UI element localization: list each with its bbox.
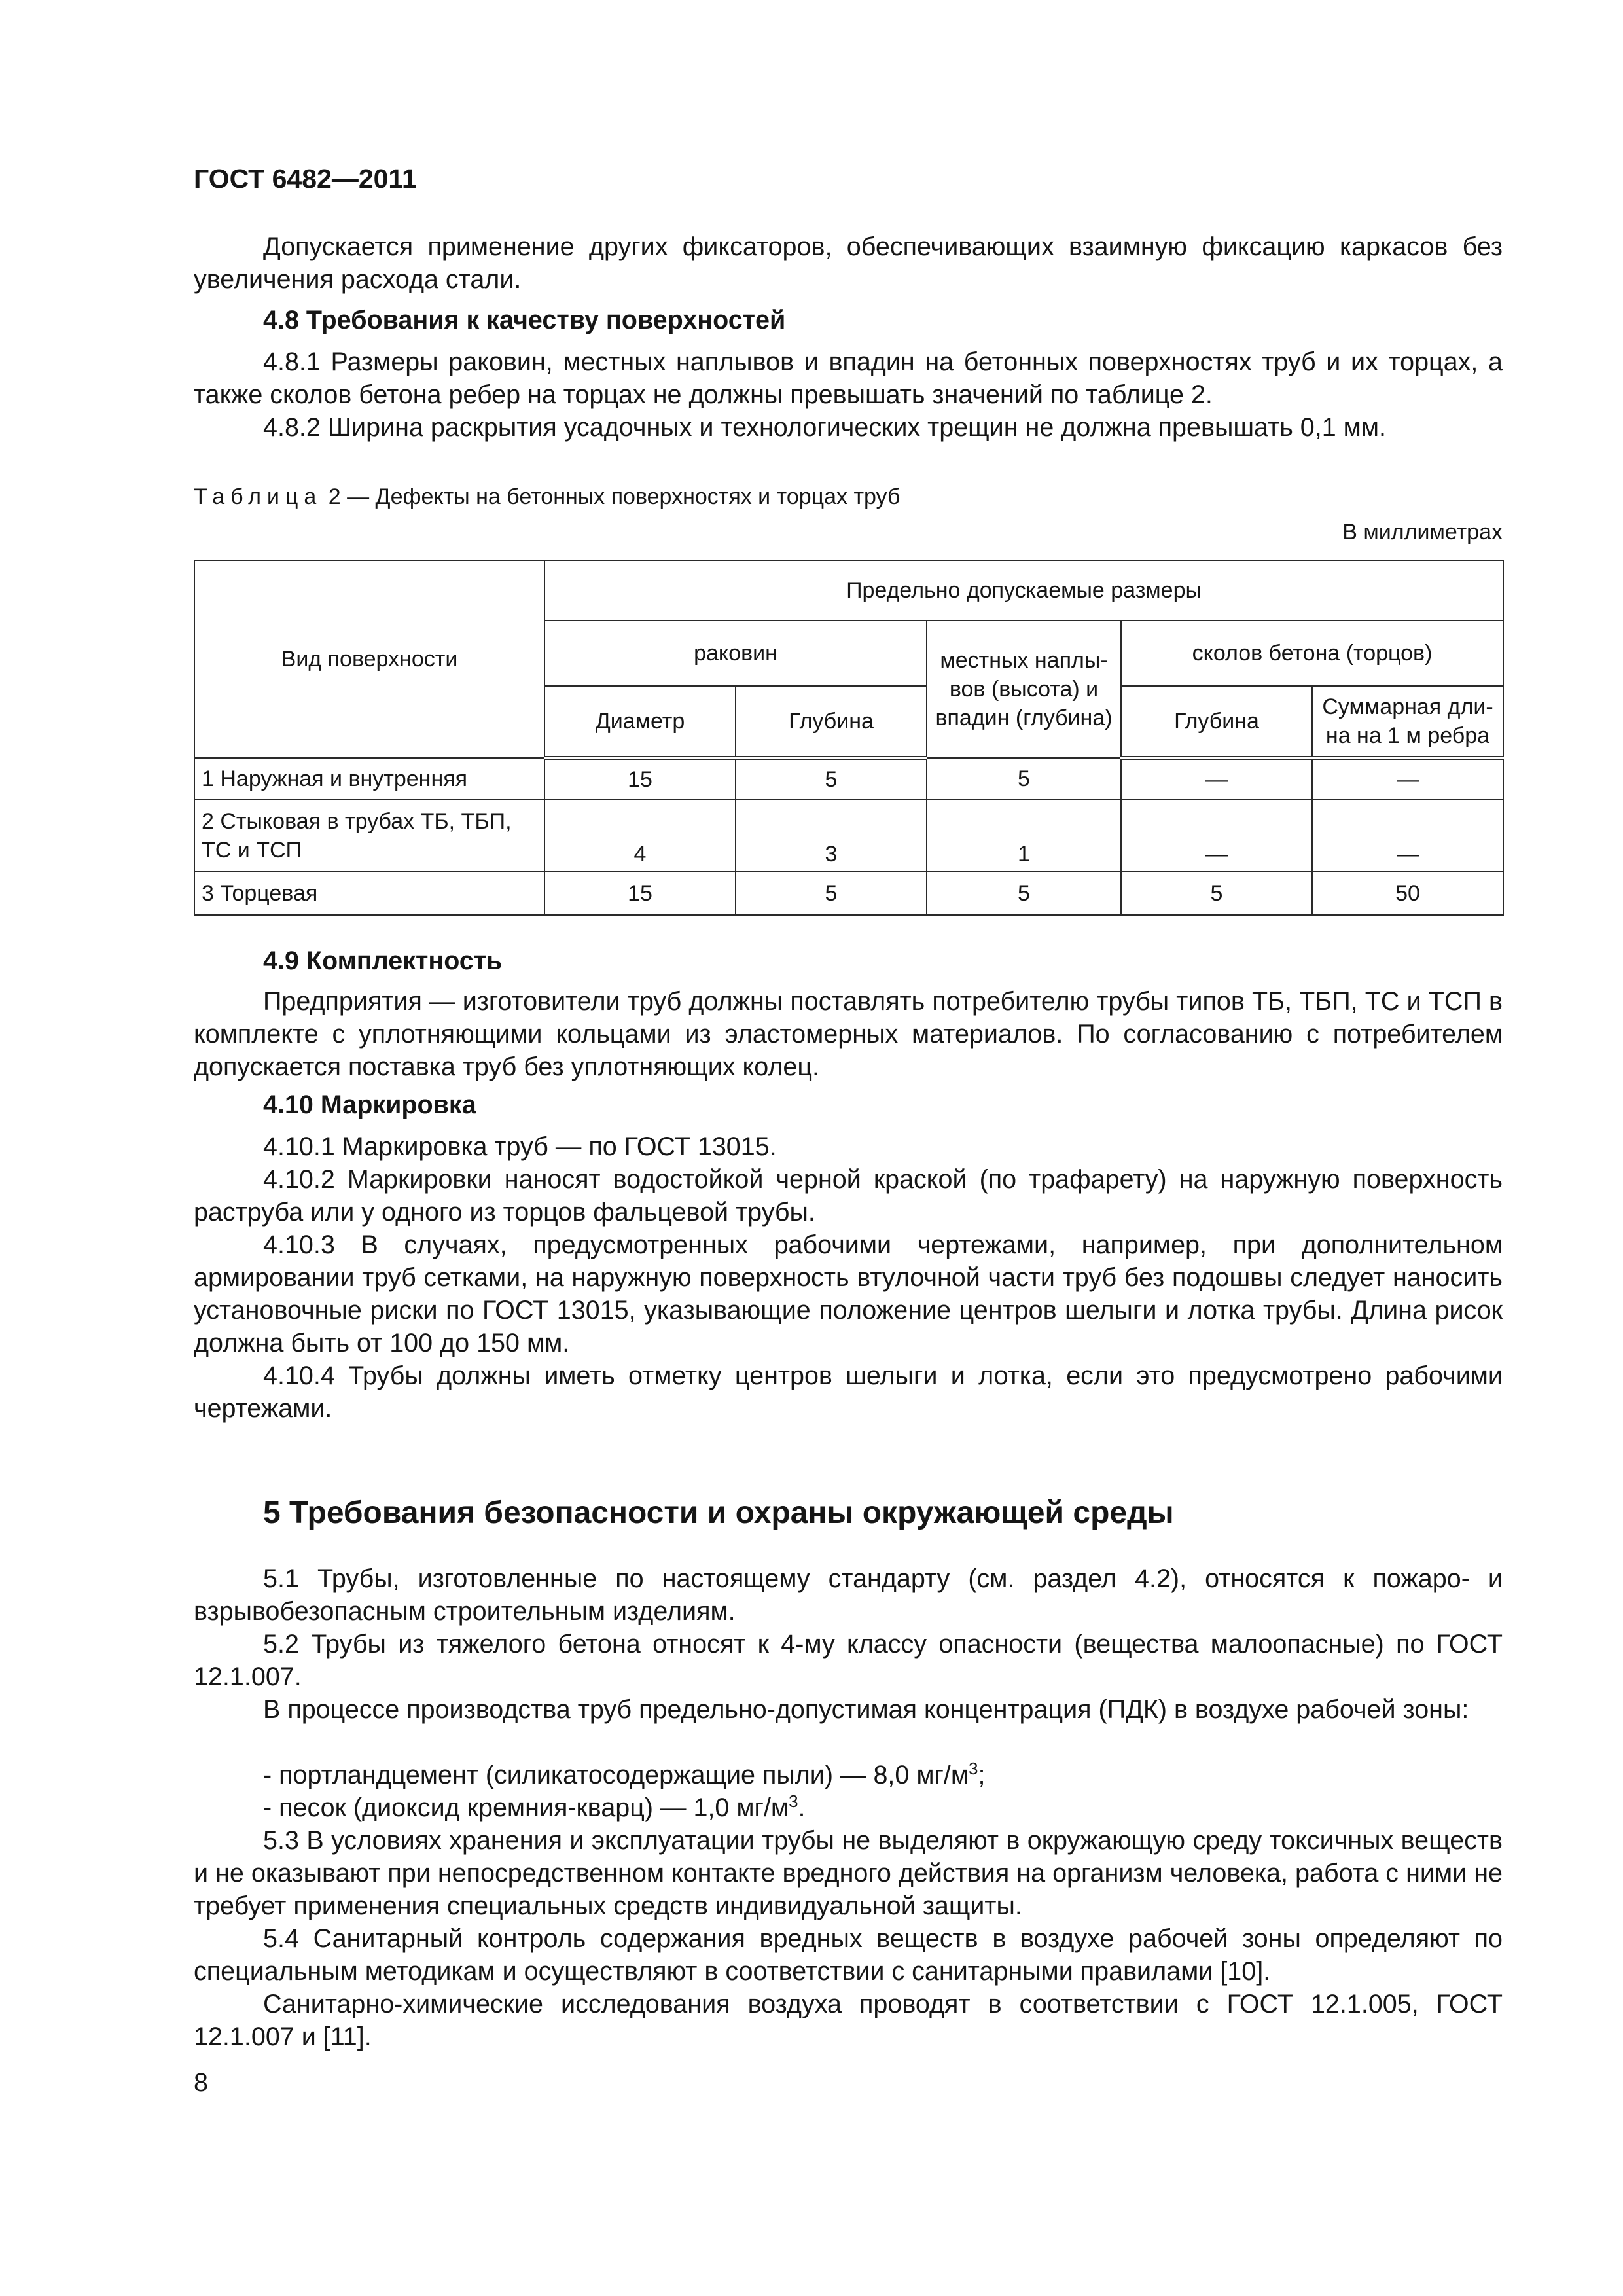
paragraph-4-8-1: 4.8.1 Размеры раковин, местных наплывов и впадин на бетонных поверхностях труб и их торцах, а также сколов бетона ребер на торцах не должны превышать значений по таблице 2. [194,348,1503,409]
section-4-9-heading: 4.9 Комплектность [263,946,503,975]
list-item-text: - портландцемент (силикатосодержащие пыли) — 8,0 мг/м [263,1761,969,1789]
superscript: 3 [789,1791,798,1811]
paragraph-4-10-2: 4.10.2 Маркировки наносят водостойкой черной краской (по трафарету) на наружную поверхность раструба или у одного из торцов фальцевой трубы. [194,1165,1503,1227]
table-row [194,872,1503,915]
row-1-diameter: 15 [544,758,736,800]
paragraph-5-4-research: Санитарно-химические исследования воздуха проводят в соответствии с ГОСТ 12.1.005, ГОСТ 12.1.007 и [11]. [194,1990,1503,2051]
intro-paragraph: Допускается применение других фиксаторов, обеспечивающих взаимную фиксацию каркасов без увеличения расхода стали. [194,232,1503,294]
row-1-total-length: — [1312,758,1503,800]
paragraph-4-9: Предприятия — изготовители труб должны поставлять потребителю трубы типов ТБ, ТБП, ТС и ТСП в комплекте с уплотняющими кольцами из эластомерных материалов. По согласованию с потребителем допускается поставка труб без уплотняющих колец. [194,987,1503,1081]
row-1-surface: 1 Наружная и внутренняя [194,758,544,800]
header-depth: Глубина [736,686,927,758]
row-3-diameter: 15 [544,872,736,915]
page-number: 8 [194,2068,208,2097]
header-shells: раковин [544,620,927,686]
row-1-chip-depth: — [1121,758,1312,800]
list-item-text: - песок (диоксид кремния-кварц) — 1,0 мг/м [263,1793,789,1822]
header-limits: Предельно допускаемые размеры [544,560,1503,620]
section-4-10-heading: 4.10 Маркировка [263,1090,476,1119]
paragraph-4-8-2: 4.8.2 Ширина раскрытия усадочных и технологических трещин не должна превышать 0,1 мм. [263,413,1386,442]
list-item-end: ; [978,1761,986,1789]
section-4-8-heading: 4.8 Требования к качеству поверхностей [263,306,786,334]
list-item-end: . [798,1793,806,1822]
table-row [194,800,1503,872]
row-3-surface: 3 Торцевая [194,872,544,915]
row-2-depth: 3 [736,800,927,872]
row-2-local: 1 [927,800,1121,872]
paragraph-5-2-concentration: В процессе производства труб предельно-допустимая концентрация (ПДК) в воздухе рабочей зоны: [263,1695,1469,1724]
paragraph-5-2: 5.2 Трубы из тяжелого бетона относят к 4-му классу опасности (вещества малоопасные) по ГОСТ 12.1.007. [194,1630,1503,1691]
paragraph-5-4: 5.4 Санитарный контроль содержания вредных веществ в воздухе рабочей зоны определяют по специальным методикам и осуществляют в соответствии с санитарными правилами [10]. [194,1924,1503,1986]
defects-table [194,560,1504,916]
list-item-sand [263,1791,806,1824]
table-row [194,758,1503,800]
row-2-surface: 2 Стыковая в трубах ТБ, ТБП, ТС и ТСП [194,800,544,872]
table-header-row-1 [194,560,1503,620]
row-3-local: 5 [927,872,1121,915]
list-item-portland-cement [263,1759,986,1791]
row-2-total-length: — [1312,800,1503,872]
paragraph-4-10-3: 4.10.3 В случаях, предусмотренных рабочими чертежами, например, при дополнительном армировании труб сетками, на наружную поверхность втулочной части труб без подошвы следует наносить установочные риски по ГОСТ 13015, указывающие положение центров шелыги и лотка трубы. Длина рисок должна быть от 100 до 150 мм. [194,1230,1503,1357]
row-1-depth: 5 [736,758,927,800]
paragraph-5-1: 5.1 Трубы, изготовленные по настоящему стандарту (см. раздел 4.2), относятся к пожаро- и взрывобезопасным строительным изделиям. [194,1564,1503,1626]
section-5-heading: 5 Требования безопасности и охраны окружающей среды [263,1496,1174,1530]
row-2-chip-depth: — [1121,800,1312,872]
superscript: 3 [969,1758,978,1778]
paragraph-4-10-1: 4.10.1 Маркировка труб — по ГОСТ 13015. [263,1132,777,1161]
header-total-length: Суммарная дли-на на 1 м ребра [1312,686,1503,758]
paragraph-5-3: 5.3 В условиях хранения и эксплуатации трубы не выделяют в окружающую среду токсичных веществ и не оказывают при непосредственном контакте вредного действия на организм человека, работа с ними не требует применения специальных средств индивидуальной защиты. [194,1826,1503,1920]
table-units: В миллиметрах [1342,520,1503,545]
header-diameter: Диаметр [544,686,736,758]
row-1-local: 5 [927,758,1121,800]
paragraph-4-10-4: 4.10.4 Трубы должны иметь отметку центров шелыги и лотка, если это предусмотрено рабочими чертежами. [194,1361,1503,1423]
row-3-depth: 5 [736,872,927,915]
header-chips: сколов бетона (торцов) [1121,620,1503,686]
document-header-id: ГОСТ 6482—2011 [194,164,417,194]
header-surface: Вид поверхности [194,560,544,758]
table-caption-word: Таблица [194,484,323,509]
header-chip-depth: Глубина [1121,686,1312,758]
table-caption [194,482,900,511]
row-3-chip-depth: 5 [1121,872,1312,915]
row-3-total-length: 50 [1312,872,1503,915]
row-2-diameter: 4 [544,800,736,872]
table-caption-text: 2 — Дефекты на бетонных поверхностях и торцах труб [322,484,901,509]
header-local-bulges: местных наплы-вов (высота) и впадин (глубина) [927,620,1121,758]
